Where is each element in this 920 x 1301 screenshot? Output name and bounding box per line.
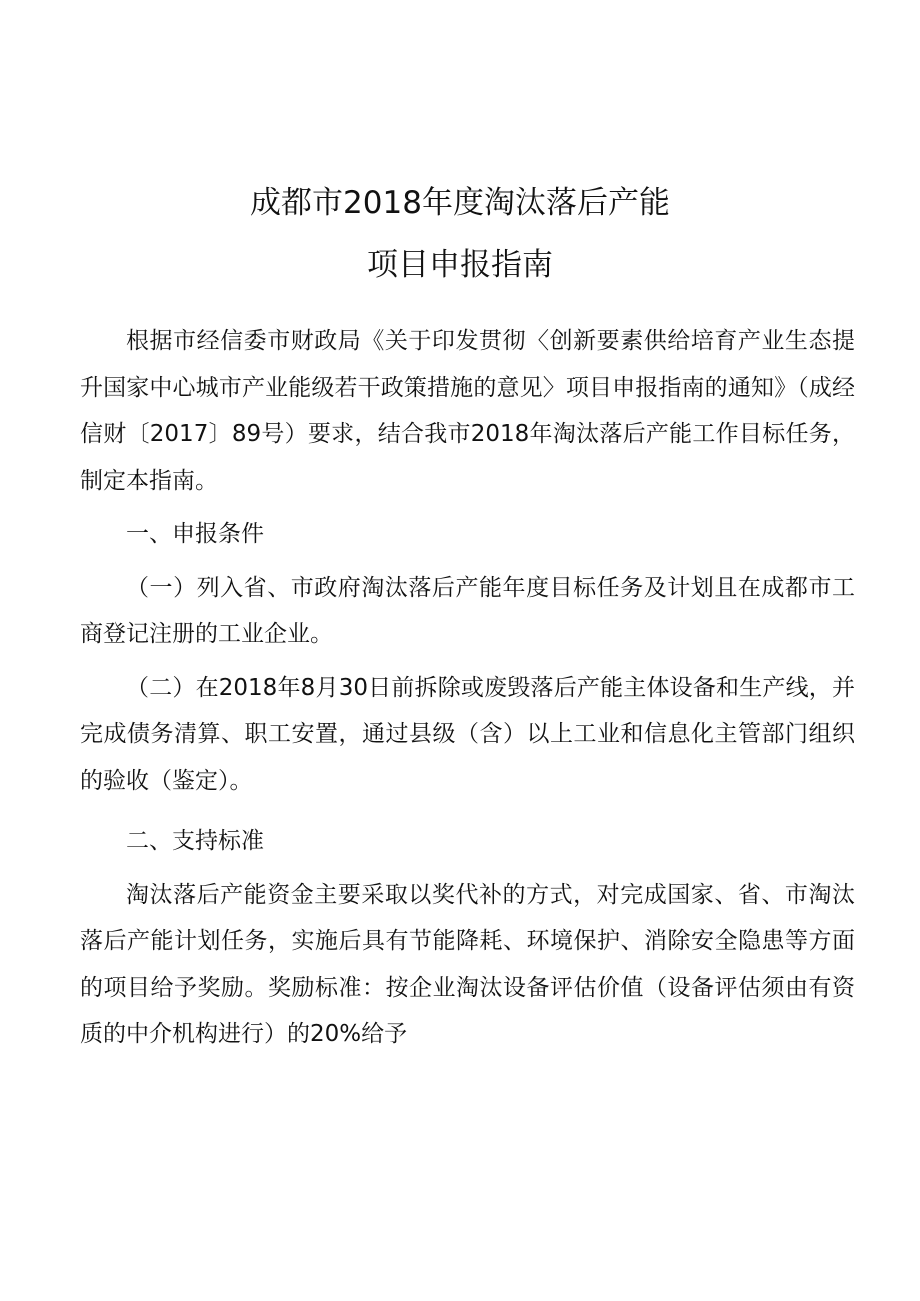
section-heading-conditions: 一、申报条件	[126, 521, 264, 547]
condition-item-2: （二）在2018年8月30日前拆除或废毁落后产能主体设备和生产线，并完成债务清算、职工安置，通过县级（含）以上工业和信息化主管部门组织的验收（鉴定）。	[80, 674, 855, 794]
standards-paragraph: 淘汰落后产能资金主要采取以奖代补的方式，对完成国家、省、市淘汰落后产能计划任务，实施后具有节能降耗、环境保护、消除安全隐患等方面的项目给予奖励。奖励标准：按企业淘汰设备评估价值（设备评估须由有资质的中介机构进行）的20%给予	[80, 881, 855, 1047]
intro-paragraph: 根据市经信委市财政局《关于印发贯彻〈创新要素供给培育产业生态提升国家中心城市产业能级若干政策措施的意见〉项目申报指南的通知》（成经信财〔2017〕89号）要求，结合我市2018年淘汰落后产能工作目标任务，制定本指南。	[80, 328, 855, 494]
section-heading-standards: 二、支持标准	[126, 828, 264, 854]
title-line-1: 成都市2018年度淘汰落后产能	[250, 185, 670, 221]
title-line-2: 项目申报指南	[367, 247, 553, 283]
document-body	[80, 318, 855, 1058]
document-title	[0, 172, 920, 296]
condition-item-1: （一）列入省、市政府淘汰落后产能年度目标任务及计划且在成都市工商登记注册的工业企业。	[80, 574, 855, 647]
